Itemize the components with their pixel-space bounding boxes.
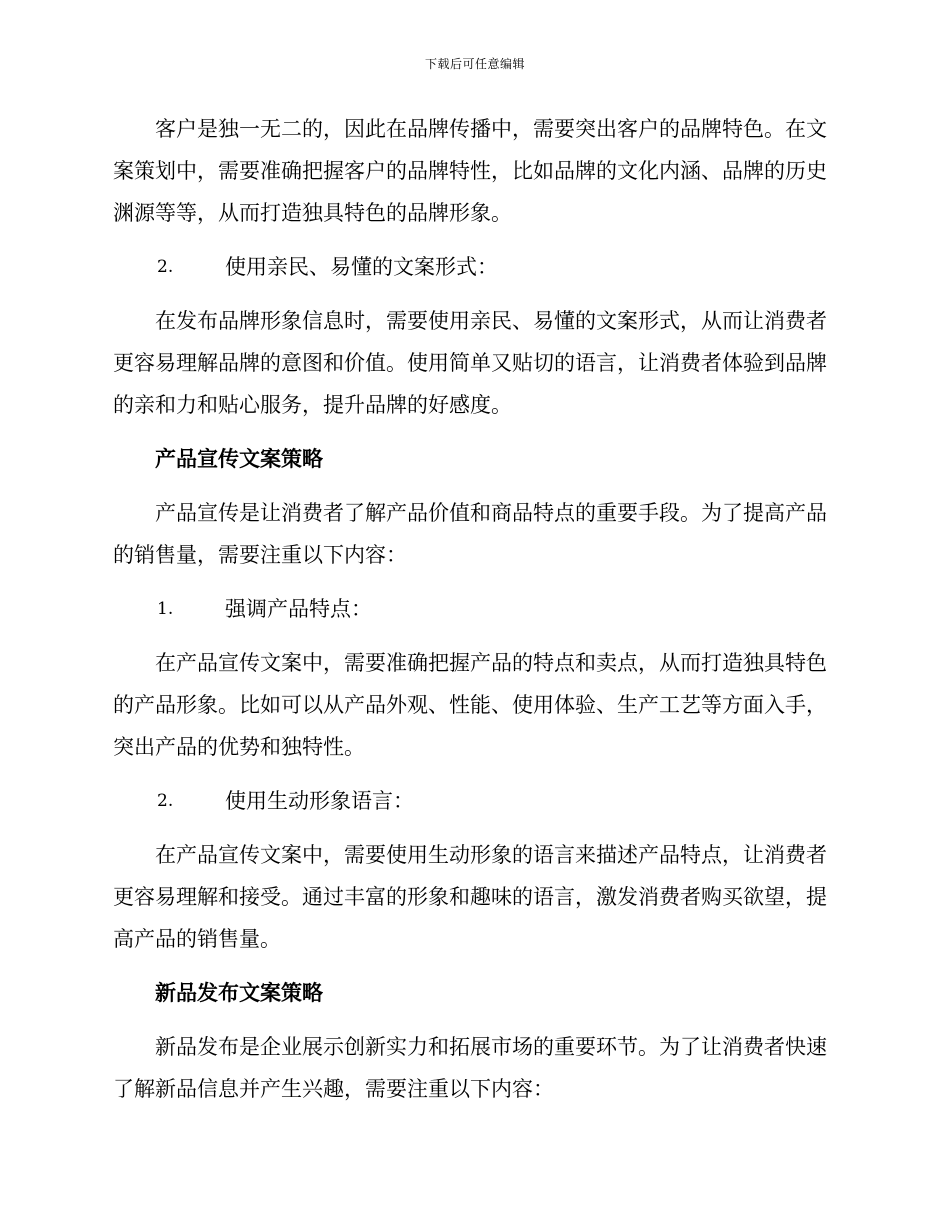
- list-item-vivid-language: [113, 780, 833, 822]
- paragraph-new-product-launch: 新品发布是企业展示创新实力和拓展市场的重要环节。为了让消费者快速了解新品信息并产生兴趣，需要注重以下内容：: [113, 1035, 827, 1101]
- paragraph-product-features: 在产品宣传文案中，需要准确把握产品的特点和卖点，从而打造独具特色的产品形象。比如可以从产品外观、性能、使用体验、生产工艺等方面入手，突出产品的优势和独特性。: [113, 651, 827, 759]
- list-item-label: 强调产品特点：: [225, 597, 372, 621]
- section-heading-new-product-launch: 新品发布文案策略: [155, 980, 323, 1005]
- paragraph-approachable-copy: 在发布品牌形象信息时，需要使用亲民、易懂的文案形式，从而让消费者更容易理解品牌的意图和价值。使用简单又贴切的语言，让消费者体验到品牌的亲和力和贴心服务，提升品牌的好感度。: [113, 309, 827, 417]
- page-header: 下载后可任意编辑: [424, 57, 525, 71]
- section-heading-product-promotion: 产品宣传文案策略: [155, 446, 323, 471]
- list-item-label: 使用亲民、易懂的文案形式：: [225, 255, 498, 279]
- paragraph-vivid-language: 在产品宣传文案中，需要使用生动形象的语言来描述产品特点，让消费者更容易理解和接受。通过丰富的形象和趣味的语言，激发消费者购买欲望，提高产品的销售量。: [113, 843, 827, 951]
- list-number: 2.: [157, 257, 174, 277]
- paragraph-brand-uniqueness: 客户是独一无二的，因此在品牌传播中，需要突出客户的品牌特色。在文案策划中，需要准确把握客户的品牌特性，比如品牌的文化内涵、品牌的历史渊源等等，从而打造独具特色的品牌形象。: [113, 117, 827, 225]
- paragraph-product-promotion-intro: 产品宣传是让消费者了解产品价值和商品特点的重要手段。为了提高产品的销售量，需要注重以下内容：: [113, 501, 827, 567]
- list-number: 2.: [157, 791, 174, 811]
- list-number: 1.: [157, 599, 174, 619]
- list-item-approachable-copy: [113, 246, 833, 288]
- list-item-label: 使用生动形象语言：: [225, 789, 414, 813]
- list-item-product-features: [113, 588, 833, 630]
- document-body: [113, 108, 833, 1122]
